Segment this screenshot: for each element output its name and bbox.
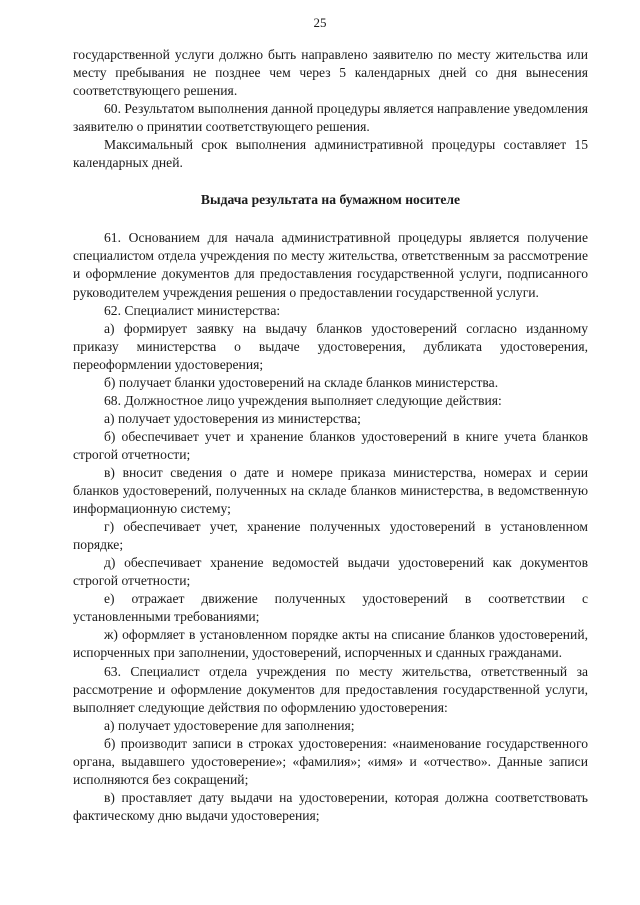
paragraph: б) производит записи в строках удостоверения: «наименование государственного органа, выдавшего удостоверение»; «фамилия»; «имя» и «отчество». Данные записи исполняются без сокращений;	[73, 735, 588, 787]
paragraph: г) обеспечивает учет, хранение полученных удостоверений в установленном порядке;	[73, 519, 588, 553]
section-after-heading	[73, 229, 588, 825]
paragraph: е) отражает движение полученных удостоверений в соответствии с установленными требованиями;	[73, 591, 588, 625]
paragraph: в) проставляет дату выдачи на удостоверении, которая должна соответствовать фактическому дню выдачи удостоверения;	[73, 789, 588, 823]
paragraph: д) обеспечивает хранение ведомостей выдачи удостоверений как документов строгой отчетности;	[73, 555, 588, 589]
paragraph: б) получает бланки удостоверений на складе бланков министерства.	[104, 374, 499, 390]
paragraph: государственной услуги должно быть направлено заявителю по месту жительства или месту пребывания не позднее чем через 5 календарных дней со дня вынесения соответствующего решения.	[73, 47, 588, 99]
paragraph: а) получает удостоверения из министерства;	[104, 410, 361, 426]
paragraph: а) формирует заявку на выдачу бланков удостоверений согласно изданному приказу министерства о выдаче удостоверения, дубликата удостоверения, переоформлении удостоверения;	[73, 320, 588, 372]
paragraph: ж) оформляет в установленном порядке акты на списание бланков удостоверений, испорченных при заполнении, удостоверений, испорченных и сданных гражданами.	[73, 627, 588, 661]
paragraph: 60. Результатом выполнения данной процедуры является направление уведомления заявителю о принятии соответствующего решения.	[73, 101, 588, 135]
document-body	[73, 46, 588, 825]
paragraph: Максимальный срок выполнения административной процедуры составляет 15 календарных дней.	[73, 137, 588, 171]
paragraph: 62. Специалист министерства:	[104, 302, 281, 318]
paragraph: 61. Основанием для начала административной процедуры является получение специалистом отдела учреждения по месту жительства, ответственным за рассмотрение и оформление документов для предоставления государственной услуги, подписанного руководителем учреждения решения о предоставлении государственной услуги.	[73, 230, 588, 300]
paragraph: 63. Специалист отдела учреждения по месту жительства, ответственный за рассмотрение и оформление документов для предоставления государственной услуги, выполняет следующие действия по оформлению удостоверения:	[73, 663, 588, 715]
section-heading: Выдача результата на бумажном носителе	[200, 192, 461, 208]
paragraph: 68. Должностное лицо учреждения выполняет следующие действия:	[104, 392, 502, 408]
paragraph: в) вносит сведения о дате и номере приказа министерства, номерах и серии бланков удостоверений, полученных на складе бланков министерства, в ведомственную информационную систему;	[73, 464, 588, 517]
paragraph: б) обеспечивает учет и хранение бланков удостоверений в книге учета бланков строгой отчетности;	[73, 428, 588, 462]
paragraph: а) получает удостоверение для заполнения;	[104, 717, 355, 733]
section-before-heading	[73, 46, 588, 172]
page-number: 25	[313, 15, 327, 30]
